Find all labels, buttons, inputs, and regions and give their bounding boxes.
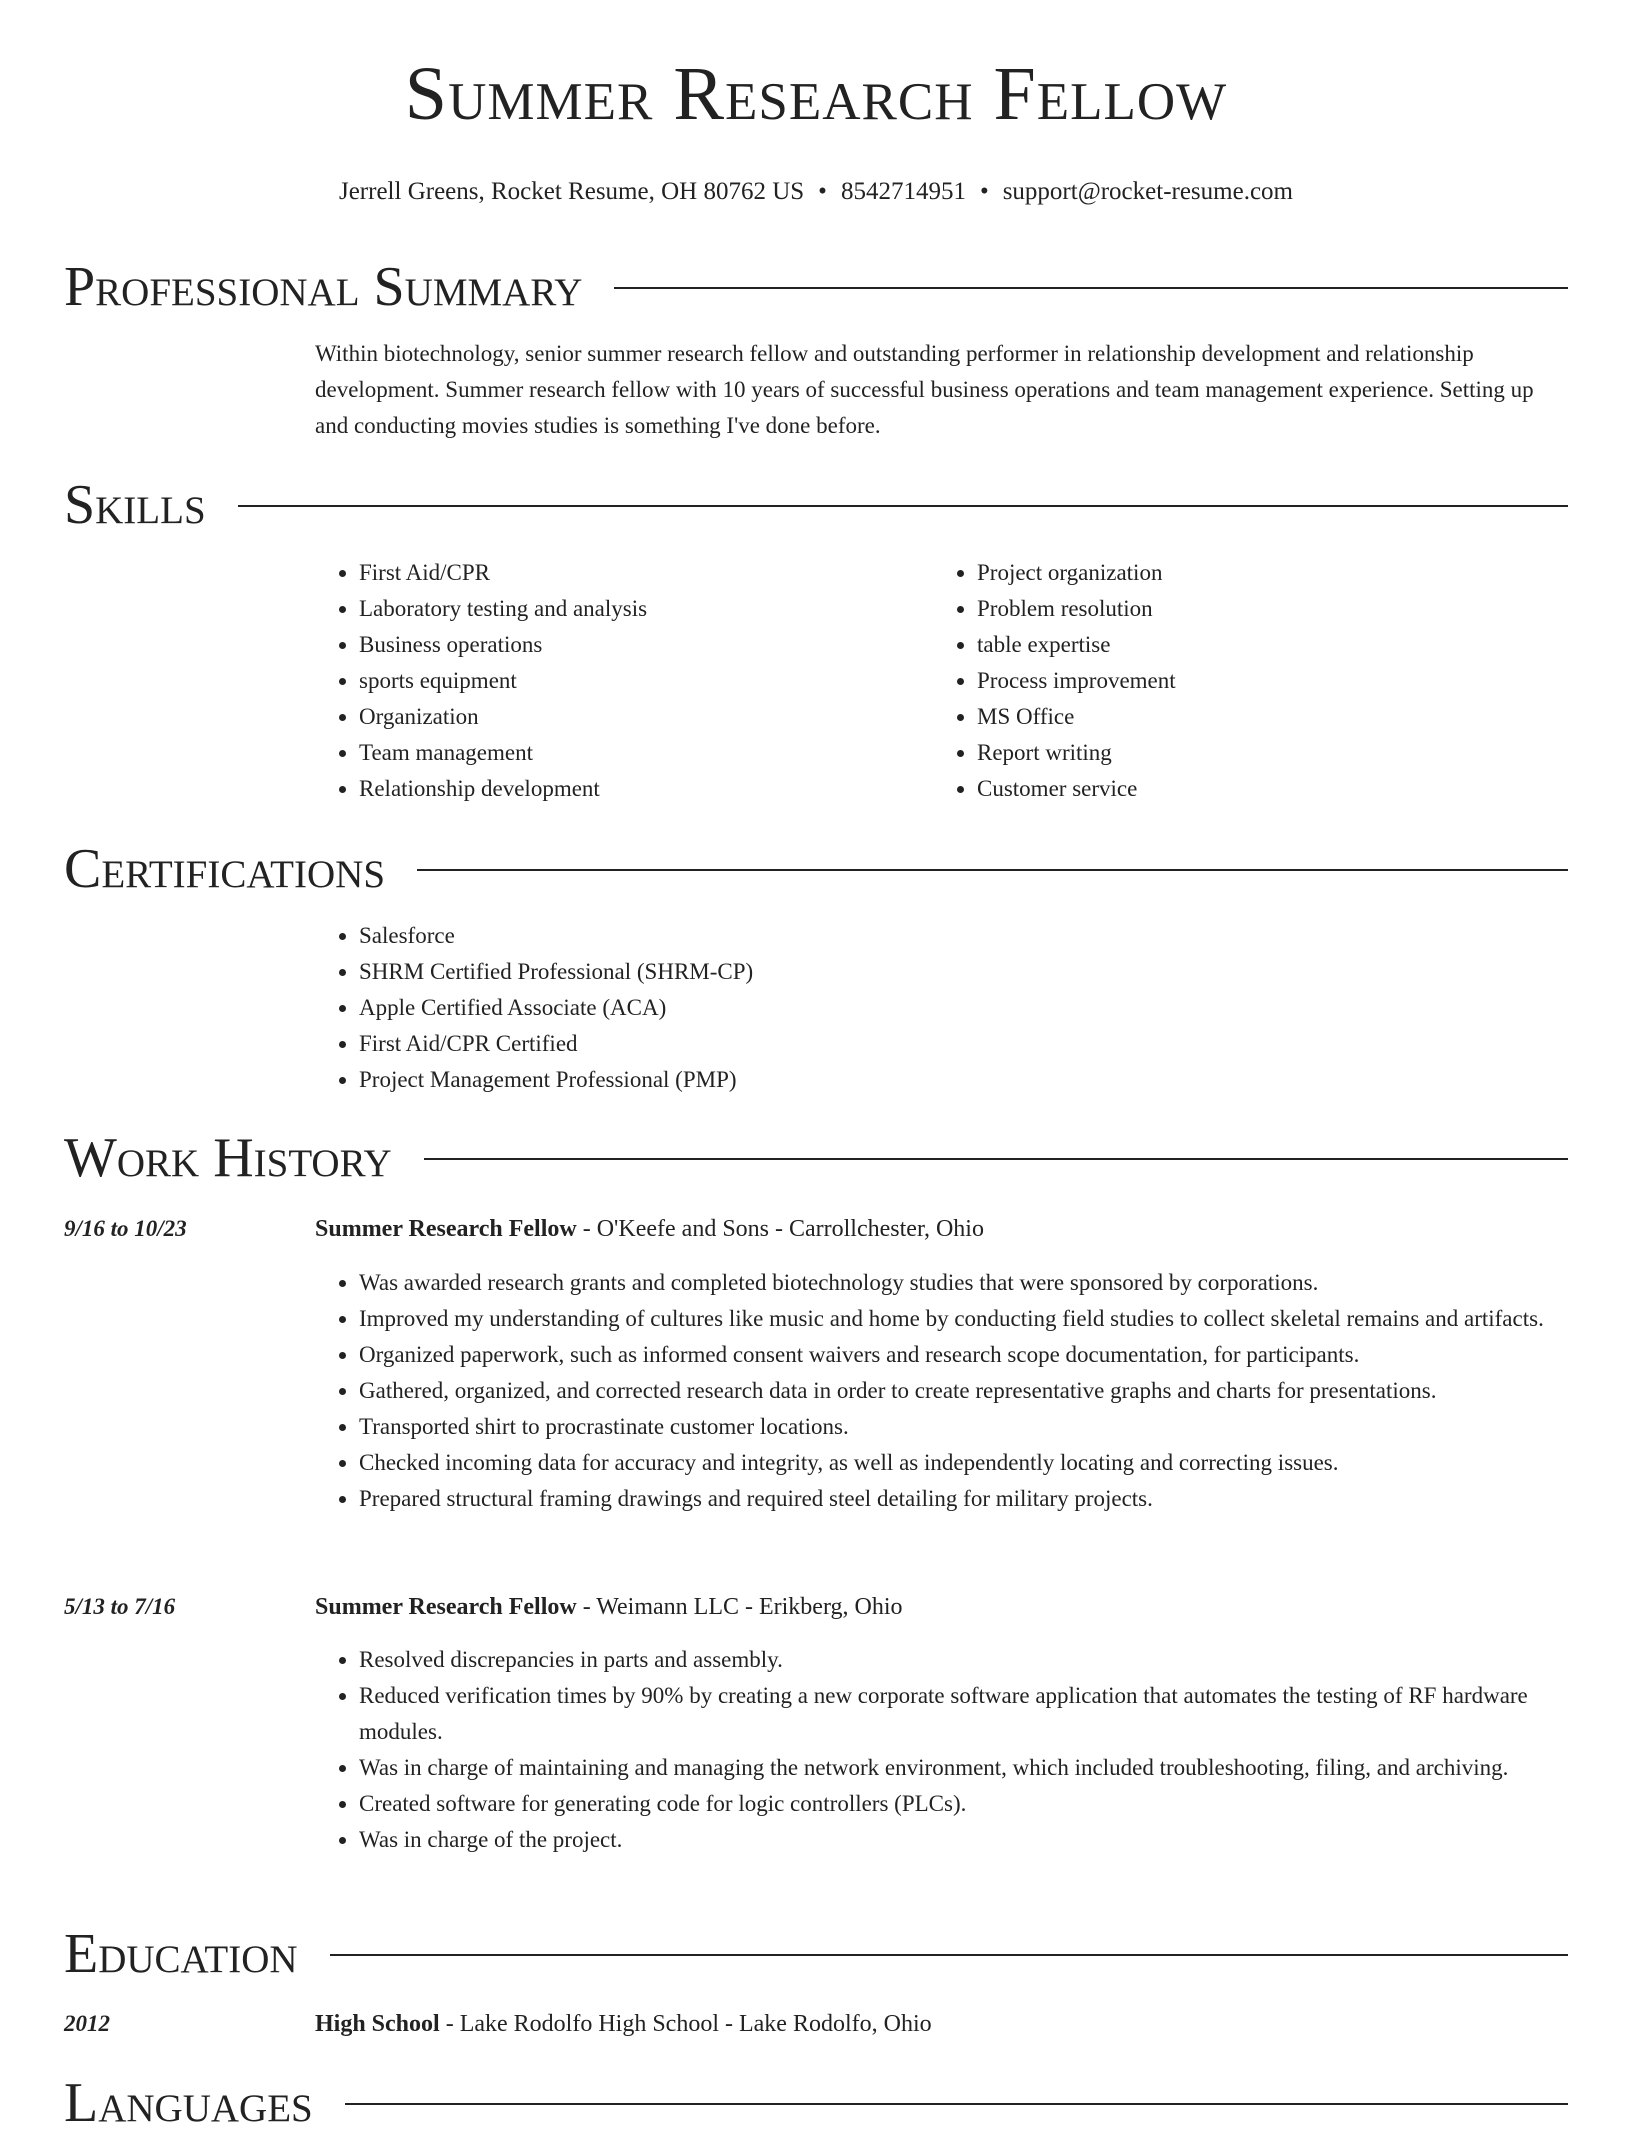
skill-item: • Relationship development	[359, 771, 933, 807]
certifications-section-header	[64, 834, 1568, 904]
education-entry	[315, 2006, 932, 2042]
education-degree: High School	[315, 2011, 440, 2037]
summary-heading: Professional Summary	[64, 256, 583, 318]
certification-item: • SHRM Certified Professional (SHRM-CP)	[359, 954, 753, 990]
resume-title: Summer Research Fellow	[404, 52, 1228, 136]
skill-item: • MS Office	[977, 699, 1551, 735]
skill-item: • table expertise	[977, 627, 1551, 663]
education-school: - Lake Rodolfo High School - Lake Rodolfo, Ohio	[439, 2011, 932, 2037]
summary-text: Within biotechnology, senior summer research fellow and outstanding performer in relationship development and relationship development. Summer research fellow with 10 years of successful business operations and team management experience. Setting up and conducting movies studies is something I've done before.	[315, 341, 1534, 438]
responsibility-item: • Transported shirt to procrastinate customer locations.	[359, 1409, 1568, 1445]
skill-item: • Customer service	[977, 771, 1551, 807]
work-section-header	[64, 1123, 1568, 1193]
education-year: 2012	[64, 2011, 110, 2036]
skills-column-left	[315, 555, 933, 807]
skill-item: • Team management	[359, 735, 933, 771]
certification-item: • First Aid/CPR Certified	[359, 1026, 753, 1062]
job-heading	[315, 1589, 903, 1625]
skills-column-right	[933, 555, 1551, 807]
languages-heading: Languages	[64, 2072, 313, 2134]
certifications-heading: Certifications	[64, 838, 386, 900]
job-dates: 9/16 to 10/23	[64, 1216, 187, 1241]
skill-item: • Process improvement	[977, 663, 1551, 699]
responsibility-item: • Resolved discrepancies in parts and assembly.	[359, 1642, 1568, 1678]
skill-item: • Business operations	[359, 627, 933, 663]
contact-email: support@rocket-resume.com	[1002, 178, 1293, 205]
job-responsibilities	[315, 1642, 1568, 1858]
skills-list	[315, 555, 1551, 807]
certification-item: • Salesforce	[359, 918, 753, 954]
job-title: Summer Research Fellow	[315, 1216, 577, 1242]
work-heading: Work History	[64, 1127, 392, 1189]
responsibility-item: • Reduced verification times by 90% by creating a new corporate software application that automates the testing of RF hardware modules.	[359, 1678, 1568, 1750]
skill-item: • Report writing	[977, 735, 1551, 771]
skills-heading: Skills	[64, 474, 206, 536]
skill-item: • Project organization	[977, 555, 1551, 591]
certifications-list	[315, 918, 753, 1098]
skill-item: • First Aid/CPR	[359, 555, 933, 591]
contact-address: Jerrell Greens, Rocket Resume, OH 80762 US	[338, 178, 805, 205]
summary-section-header	[64, 252, 1568, 322]
responsibility-item: • Was in charge of the project.	[359, 1822, 1568, 1858]
section-divider	[614, 287, 1568, 289]
responsibility-item: • Gathered, organized, and corrected research data in order to create representative graphs and charts for presentations.	[359, 1373, 1568, 1409]
section-divider	[417, 869, 1568, 871]
job-title: Summer Research Fellow	[315, 1594, 577, 1620]
responsibility-item: • Improved my understanding of cultures like music and home by conducting field studies to collect skeletal remains and artifacts.	[359, 1301, 1568, 1337]
responsibility-item: • Checked incoming data for accuracy and integrity, as well as independently locating and correcting issues.	[359, 1445, 1568, 1481]
section-divider	[238, 505, 1568, 507]
contact-separator: •	[979, 178, 989, 205]
skill-item: • Laboratory testing and analysis	[359, 591, 933, 627]
skill-item: • Organization	[359, 699, 933, 735]
job-employer: - O'Keefe and Sons - Carrollchester, Ohio	[576, 1216, 984, 1242]
section-divider	[330, 1954, 1568, 1956]
contact-separator: •	[818, 178, 827, 205]
certification-item: • Apple Certified Associate (ACA)	[359, 990, 753, 1026]
skills-section-header	[64, 470, 1568, 540]
responsibility-item: • Was awarded research grants and completed biotechnology studies that were sponsored by corporations.	[359, 1265, 1568, 1301]
education-section-header	[64, 1919, 1568, 1989]
job-dates: 5/13 to 7/16	[64, 1594, 176, 1619]
job-employer: - Weimann LLC - Erikberg, Ohio	[576, 1594, 903, 1620]
skill-item: • sports equipment	[359, 663, 933, 699]
job-heading	[315, 1211, 984, 1247]
education-heading: Education	[64, 1923, 298, 1985]
responsibility-item: • Organized paperwork, such as informed consent waivers and research scope documentation, for participants.	[359, 1337, 1568, 1373]
responsibility-item: • Was in charge of maintaining and managing the network environment, which included troubleshooting, filing, and archiving.	[359, 1750, 1568, 1786]
contact-line	[64, 176, 1568, 208]
skill-item: • Problem resolution	[977, 591, 1551, 627]
languages-section-header	[64, 2068, 1568, 2138]
certification-item: • Project Management Professional (PMP)	[359, 1062, 753, 1098]
section-divider	[424, 1158, 1568, 1160]
section-divider	[345, 2103, 1568, 2105]
job-responsibilities	[315, 1265, 1568, 1517]
contact-phone: 8542714951	[840, 178, 966, 205]
responsibility-item: • Prepared structural framing drawings and required steel detailing for military projects.	[359, 1481, 1568, 1517]
responsibility-item: • Created software for generating code for logic controllers (PLCs).	[359, 1786, 1568, 1822]
